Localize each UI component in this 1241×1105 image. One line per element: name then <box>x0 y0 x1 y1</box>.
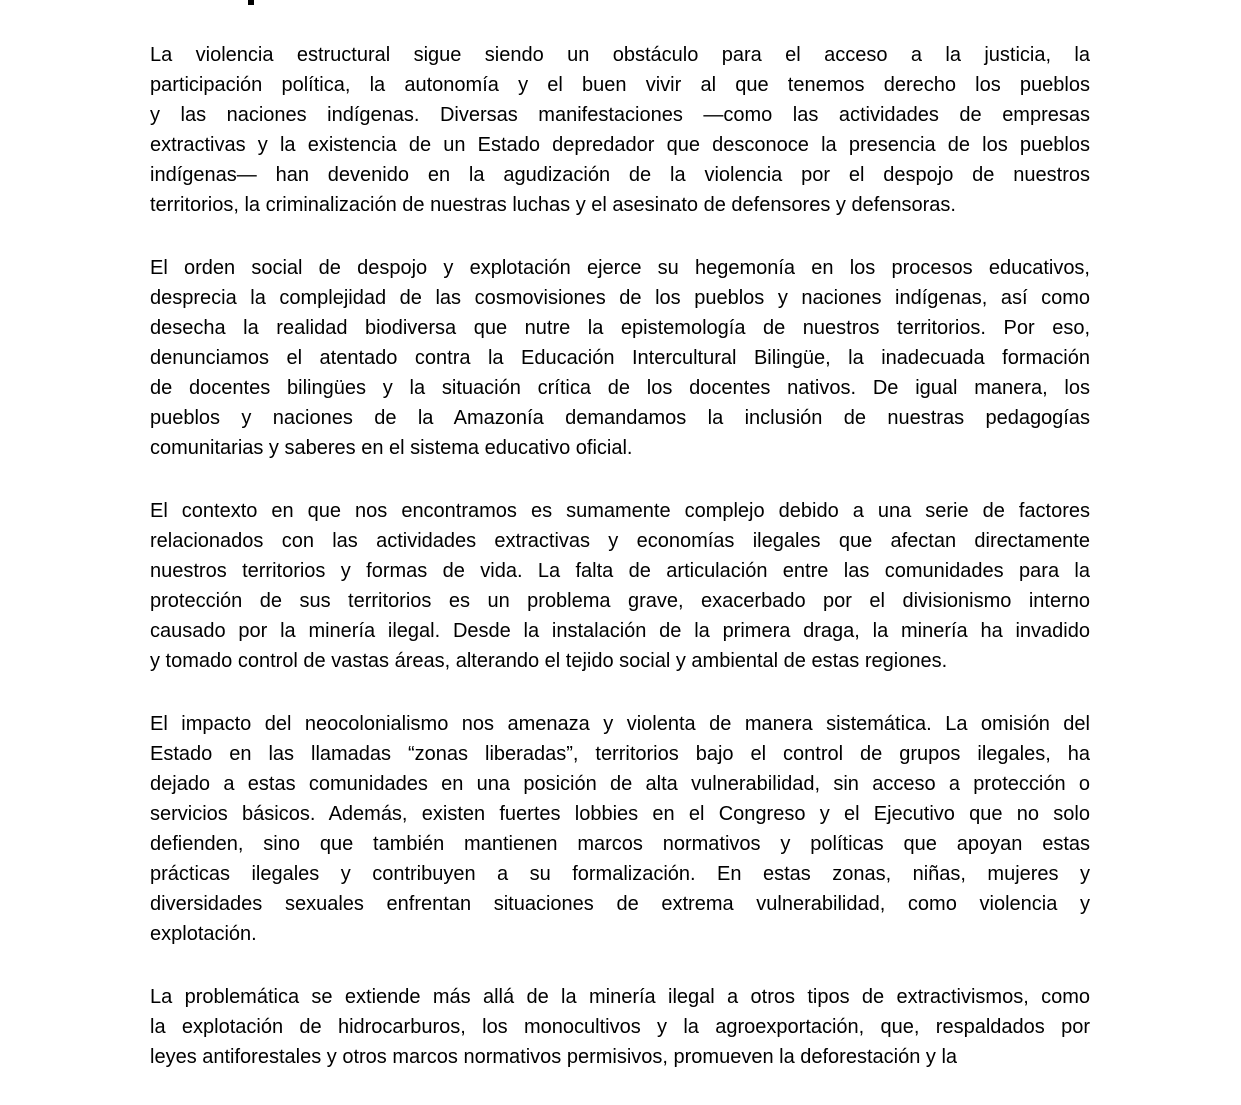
text-line: prácticas ilegales y contribuyen a su formalización. En estas zonas, niñas, mujeres y <box>150 863 1090 885</box>
text-line: la explotación de hidrocarburos, los monocultivos y la agroexportación, que, respaldados por <box>150 1016 1090 1038</box>
paragraph <box>150 982 1090 1072</box>
clipped-line-remnant <box>248 0 254 5</box>
text-line: protección de sus territorios es un problema grave, exacerbado por el divisionismo interno <box>150 590 1090 612</box>
text-line: y las naciones indígenas. Diversas manifestaciones —como las actividades de empresas <box>150 104 1090 126</box>
text-line: El impacto del neocolonialismo nos amenaza y violenta de manera sistemática. La omisión del <box>150 713 1090 735</box>
document-body <box>150 40 1090 1105</box>
text-line: defienden, sino que también mantienen marcos normativos y políticas que apoyan estas <box>150 833 1090 855</box>
text-line: pueblos y naciones de la Amazonía demandamos la inclusión de nuestras pedagogías <box>150 407 1090 429</box>
text-line: La problemática se extiende más allá de la minería ilegal a otros tipos de extractivismos, como <box>150 986 1090 1008</box>
text-line: explotación. <box>150 923 257 945</box>
text-line: nuestros territorios y formas de vida. La falta de articulación entre las comunidades para la <box>150 560 1090 582</box>
text-line: La violencia estructural sigue siendo un obstáculo para el acceso a la justicia, la <box>150 44 1090 66</box>
text-line: de docentes bilingües y la situación crítica de los docentes nativos. De igual manera, los <box>150 377 1090 399</box>
text-line: indígenas— han devenido en la agudización de la violencia por el despojo de nuestros <box>150 164 1090 186</box>
text-line: Estado en las llamadas “zonas liberadas”, territorios bajo el control de grupos ilegales, ha <box>150 743 1090 765</box>
text-line: desecha la realidad biodiversa que nutre la epistemología de nuestros territorios. Por eso, <box>150 317 1090 339</box>
text-line: comunitarias y saberes en el sistema educativo oficial. <box>150 437 633 459</box>
text-line: servicios básicos. Además, existen fuertes lobbies en el Congreso y el Ejecutivo que no solo <box>150 803 1090 825</box>
text-line: dejado a estas comunidades en una posición de alta vulnerabilidad, sin acceso a protección o <box>150 773 1090 795</box>
paragraph <box>150 496 1090 676</box>
text-line: participación política, la autonomía y el buen vivir al que tenemos derecho los pueblos <box>150 74 1090 96</box>
text-line: denunciamos el atentado contra la Educación Intercultural Bilingüe, la inadecuada formación <box>150 347 1090 369</box>
paragraph <box>150 709 1090 949</box>
text-line: leyes antiforestales y otros marcos normativos permisivos, promueven la deforestación y la <box>150 1046 958 1068</box>
text-line: desprecia la complejidad de las cosmovisiones de los pueblos y naciones indígenas, así como <box>150 287 1090 309</box>
text-line: El contexto en que nos encontramos es sumamente complejo debido a una serie de factores <box>150 500 1090 522</box>
text-line: relacionados con las actividades extractivas y economías ilegales que afectan directamente <box>150 530 1090 552</box>
text-line: extractivas y la existencia de un Estado depredador que desconoce la presencia de los pueblos <box>150 134 1090 156</box>
text-line: El orden social de despojo y explotación ejerce su hegemonía en los procesos educativos, <box>150 257 1090 279</box>
paragraph <box>150 253 1090 463</box>
text-line: diversidades sexuales enfrentan situaciones de extrema vulnerabilidad, como violencia y <box>150 893 1090 915</box>
paragraph <box>150 40 1090 220</box>
text-line: causado por la minería ilegal. Desde la instalación de la primera draga, la minería ha invadido <box>150 620 1090 642</box>
text-line: y tomado control de vastas áreas, alterando el tejido social y ambiental de estas regiones. <box>150 650 948 672</box>
text-line: territorios, la criminalización de nuestras luchas y el asesinato de defensores y defensoras. <box>150 194 956 216</box>
